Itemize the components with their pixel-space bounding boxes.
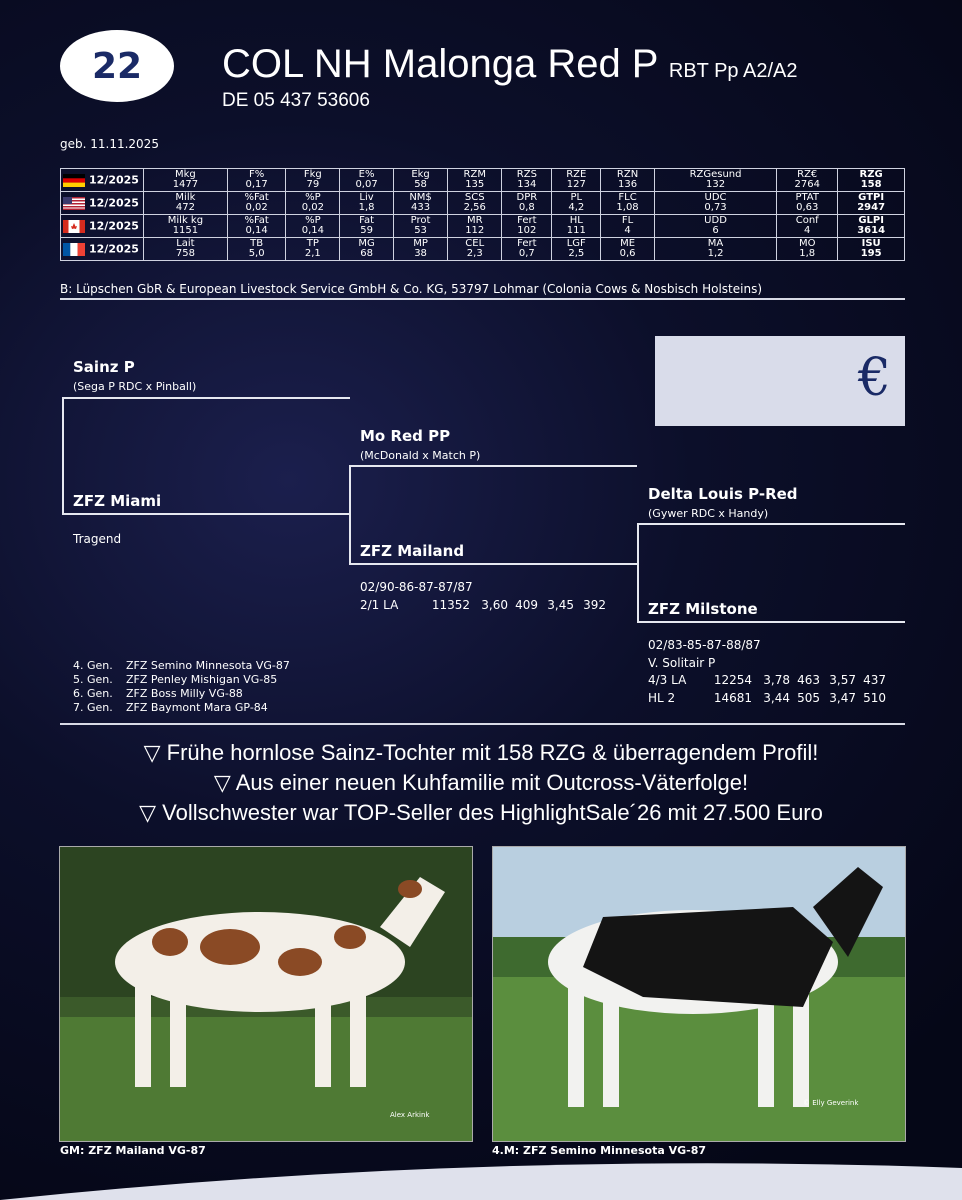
highlight: ▽ Frühe hornlose Sainz-Tochter mit 158 RZG & überragendem Profil!	[143, 740, 819, 765]
index-cell	[227, 192, 286, 215]
index-cell	[838, 169, 905, 192]
index-cell	[286, 238, 340, 261]
index-date: 12/2025	[89, 196, 139, 209]
index-label: NM$	[409, 192, 432, 203]
footer-curve	[0, 1160, 962, 1200]
index-value: 2,5	[568, 248, 585, 259]
index-cell	[448, 238, 502, 261]
photo-caption: GM: ZFZ Mailand VG-87	[60, 1144, 206, 1157]
index-value: 758	[175, 248, 195, 259]
index-value: 0,07	[355, 179, 378, 190]
index-label: %P	[305, 192, 321, 203]
index-value: 2,1	[304, 248, 321, 259]
index-date: 12/2025	[89, 173, 139, 186]
index-date: 12/2025	[89, 242, 139, 255]
index-label: Fat	[359, 215, 375, 226]
index-cell	[144, 169, 228, 192]
breeder-line: B: Lüpschen GbR & European Livestock Service GmbH & Co. KG, 53797 Lohmar (Colonia Cows & Nosbisch Holsteins)	[60, 282, 762, 296]
index-value: 0,7	[518, 248, 535, 259]
index-row	[61, 215, 905, 238]
index-label: GLPI	[858, 215, 884, 226]
index-value: 0,14	[301, 225, 324, 236]
index-cell	[601, 238, 655, 261]
index-label: HL	[569, 215, 583, 226]
lot-number-badge	[60, 30, 174, 102]
index-value: 0,14	[245, 225, 268, 236]
divider	[60, 298, 905, 300]
great-granddam-sire: V. Solitair P	[648, 656, 716, 670]
index-value: 0,6	[619, 248, 636, 259]
index-cell	[340, 192, 394, 215]
index-value: 0,73	[704, 202, 727, 213]
pedigree-line	[349, 465, 351, 565]
index-value: 3614	[857, 225, 886, 236]
index-value: 127	[566, 179, 586, 190]
birth-date: geb. 11.11.2025	[60, 137, 159, 151]
index-label: TB	[250, 238, 264, 249]
animal-name: COL NH Malonga Red P	[222, 42, 658, 86]
index-value: 433	[411, 202, 431, 213]
pedigree-line	[62, 513, 350, 515]
index-value: 0,8	[518, 202, 535, 213]
great-granddam-lactation: HL 2 14681 3,44 505 3,47 510	[648, 691, 886, 705]
index-label: FL	[621, 215, 634, 226]
index-label: GTPI	[858, 192, 885, 203]
mgs-name: Mo Red PP	[360, 427, 451, 445]
index-label: RZS	[516, 169, 537, 180]
index-label: Fkg	[303, 169, 322, 180]
index-country-date	[61, 192, 144, 215]
index-cell	[654, 169, 776, 192]
index-cell	[601, 169, 655, 192]
index-cell	[340, 238, 394, 261]
index-value: 472	[175, 202, 195, 213]
canada-flag-icon	[63, 220, 85, 233]
generation-level: 6. Gen.	[73, 687, 113, 700]
index-cell	[448, 169, 502, 192]
germany-flag-icon	[63, 174, 85, 187]
pedigree-line	[637, 523, 639, 623]
generation-level: 5. Gen.	[73, 673, 113, 686]
index-value: 4	[804, 225, 811, 236]
index-value: 2947	[857, 202, 886, 213]
index-label: DPR	[516, 192, 538, 203]
usa-flag-icon	[63, 197, 85, 210]
index-cell	[286, 192, 340, 215]
index-value: 102	[517, 225, 537, 236]
pedigree-line	[349, 465, 637, 467]
index-value: 1151	[172, 225, 199, 236]
index-cell	[838, 238, 905, 261]
index-cell	[502, 169, 552, 192]
generation-ancestor: ZFZ Semino Minnesota VG-87	[126, 659, 290, 672]
mggs-name: Delta Louis P-Red	[648, 485, 798, 503]
index-label: Milk kg	[167, 215, 204, 226]
pedigree-line	[62, 397, 350, 399]
index-value: 111	[566, 225, 586, 236]
index-value: 4	[624, 225, 631, 236]
sire-name: Sainz P	[73, 358, 135, 376]
france-flag-icon	[63, 243, 85, 256]
index-row	[61, 192, 905, 215]
index-label: RZE	[566, 169, 587, 180]
index-label: RZN	[616, 169, 639, 180]
index-value: 2,3	[466, 248, 483, 259]
index-row	[61, 169, 905, 192]
index-cell	[777, 215, 838, 238]
index-label: %Fat	[244, 192, 269, 203]
index-value: 6	[712, 225, 719, 236]
generation-ancestor: ZFZ Boss Milly VG-88	[126, 687, 243, 700]
photo-granddam	[59, 846, 473, 1142]
index-date: 12/2025	[89, 219, 139, 232]
index-label: UDD	[704, 215, 727, 226]
index-label: F%	[249, 169, 265, 180]
index-cell	[777, 192, 838, 215]
mggs-parents: (Gywer RDC x Handy)	[648, 507, 769, 520]
red-white-cow-photo	[60, 847, 472, 1141]
index-cell	[144, 215, 228, 238]
index-cell	[227, 169, 286, 192]
index-cell	[144, 192, 228, 215]
index-cell	[777, 238, 838, 261]
index-label: MG	[358, 238, 375, 249]
index-cell	[654, 238, 776, 261]
index-value: 0,02	[245, 202, 268, 213]
dam-note: Tragend	[73, 532, 122, 546]
index-cell	[448, 192, 502, 215]
index-value: 135	[465, 179, 485, 190]
index-country-date	[61, 238, 144, 261]
index-value: 2764	[794, 179, 820, 190]
generation-item	[73, 659, 290, 673]
index-label: ME	[620, 238, 636, 249]
index-value: 1477	[172, 179, 199, 190]
index-cell	[393, 215, 447, 238]
index-label: Conf	[795, 215, 819, 226]
index-value: 2,56	[463, 202, 486, 213]
index-label: CEL	[465, 238, 485, 249]
sire-parents: (Sega P RDC x Pinball)	[73, 380, 197, 393]
index-label: E%	[358, 169, 375, 180]
index-value: 1,8	[799, 248, 816, 259]
pedigree-line	[637, 621, 905, 623]
index-label: RZGesund	[689, 169, 742, 180]
index-label: UDC	[704, 192, 727, 203]
price-box	[655, 336, 905, 426]
index-value: 134	[517, 179, 537, 190]
index-label: MR	[466, 215, 483, 226]
index-value: 0,17	[245, 179, 268, 190]
index-cell	[393, 169, 447, 192]
index-value: 79	[306, 179, 320, 190]
pedigree-line	[349, 563, 637, 565]
pedigree-line	[62, 397, 64, 515]
index-label: LGF	[566, 238, 586, 249]
index-label: PTAT	[795, 192, 819, 203]
index-table	[60, 168, 905, 261]
index-value: 132	[705, 179, 726, 190]
index-value: 53	[414, 225, 427, 236]
granddam-name: ZFZ Mailand	[360, 542, 465, 560]
black-white-cow-photo	[493, 847, 905, 1141]
index-cell	[286, 169, 340, 192]
index-label: FLC	[618, 192, 637, 203]
index-label: Liv	[359, 192, 374, 203]
index-cell	[144, 238, 228, 261]
index-value: 1,2	[707, 248, 724, 259]
index-cell	[552, 192, 601, 215]
generation-ancestor: ZFZ Baymont Mara GP-84	[126, 701, 268, 714]
index-value: 112	[465, 225, 485, 236]
generation-item	[73, 701, 290, 715]
index-label: Prot	[410, 215, 431, 226]
index-value: 195	[860, 248, 882, 259]
index-cell	[552, 169, 601, 192]
index-value: 59	[360, 225, 373, 236]
index-value: 38	[414, 248, 427, 259]
index-cell	[227, 215, 286, 238]
index-cell	[601, 215, 655, 238]
index-value: 1,08	[616, 202, 639, 213]
generation-ancestor: ZFZ Penley Mishigan VG-85	[126, 673, 278, 686]
index-value: 1,8	[358, 202, 375, 213]
index-value: 0,63	[796, 202, 819, 213]
index-value: 0,02	[301, 202, 324, 213]
registration-number: DE 05 437 53606	[222, 90, 370, 111]
great-granddam-lactation: 4/3 LA 12254 3,78 463 3,57 437	[648, 673, 886, 687]
index-country-date	[61, 215, 144, 238]
index-cell	[654, 215, 776, 238]
granddam-lactation: 2/1 LA 11352 3,60 409 3,45 392	[360, 598, 606, 612]
animal-genotype: RBT Pp A2/A2	[668, 60, 798, 82]
index-cell	[227, 238, 286, 261]
photo-credit: © Elly Geverink	[803, 1099, 859, 1107]
index-cell	[393, 192, 447, 215]
index-label: %Fat	[244, 215, 269, 226]
index-label: Lait	[176, 238, 195, 249]
index-cell	[340, 169, 394, 192]
index-cell	[777, 169, 838, 192]
index-value: 68	[360, 248, 373, 259]
index-label: TP	[306, 238, 319, 249]
index-cell	[838, 192, 905, 215]
index-cell	[448, 215, 502, 238]
photo-caption: 4.M: ZFZ Semino Minnesota VG-87	[492, 1144, 707, 1157]
index-label: MA	[707, 238, 724, 249]
index-cell	[552, 238, 601, 261]
index-country-date	[61, 169, 144, 192]
index-cell	[502, 192, 552, 215]
index-cell	[552, 215, 601, 238]
index-cell	[654, 192, 776, 215]
pedigree-line	[637, 523, 905, 525]
photo-great-granddam	[492, 846, 906, 1142]
index-value: 4,2	[568, 202, 585, 213]
great-granddam-classification: 02/83-85-87-88/87	[648, 638, 761, 652]
generation-level: 7. Gen.	[73, 701, 113, 714]
index-label: Fert	[517, 215, 537, 226]
index-cell	[286, 215, 340, 238]
index-value: 58	[414, 179, 427, 190]
index-label: Ekg	[411, 169, 430, 180]
index-label: RZ€	[797, 169, 818, 180]
horn-icon: ▽	[213, 770, 236, 795]
great-granddam-name: ZFZ Milstone	[648, 600, 758, 618]
index-cell	[393, 238, 447, 261]
index-cell	[340, 215, 394, 238]
granddam-classification: 02/90-86-87-87/87	[360, 580, 473, 594]
index-label: RZG	[859, 169, 883, 180]
index-label: PL	[570, 192, 583, 203]
index-cell	[502, 215, 552, 238]
index-value: 158	[860, 179, 882, 190]
index-label: RZM	[463, 169, 486, 180]
index-value: 5,0	[248, 248, 265, 259]
highlight: ▽ Aus einer neuen Kuhfamilie mit Outcross-Väterfolge!	[213, 770, 749, 795]
generations-list	[73, 659, 290, 715]
generation-level: 4. Gen.	[73, 659, 113, 672]
index-label: %P	[305, 215, 321, 226]
photo-credit: Alex Arkink	[390, 1111, 430, 1119]
horn-icon: ▽	[143, 740, 167, 765]
euro-icon: €	[857, 348, 891, 408]
highlight: ▽ Vollschwester war TOP-Seller des HighlightSale´26 mit 27.500 Euro	[139, 800, 823, 825]
index-label: SCS	[464, 192, 485, 203]
lot-number: 22	[91, 45, 143, 87]
index-label: MO	[798, 238, 816, 249]
dam-name: ZFZ Miami	[73, 492, 162, 510]
generation-item	[73, 673, 290, 687]
index-label: ISU	[861, 238, 881, 249]
index-label: Milk	[175, 192, 196, 203]
index-cell	[838, 215, 905, 238]
index-row	[61, 238, 905, 261]
index-label: MP	[413, 238, 428, 249]
animal-title	[222, 42, 797, 87]
index-value: 136	[617, 179, 638, 190]
divider	[60, 723, 905, 725]
index-label: Mkg	[175, 169, 196, 180]
horn-icon: ▽	[139, 800, 163, 825]
index-label: Fert	[517, 238, 537, 249]
generation-item	[73, 687, 290, 701]
index-cell	[601, 192, 655, 215]
mgs-parents: (McDonald x Match P)	[360, 449, 481, 462]
index-cell	[502, 238, 552, 261]
